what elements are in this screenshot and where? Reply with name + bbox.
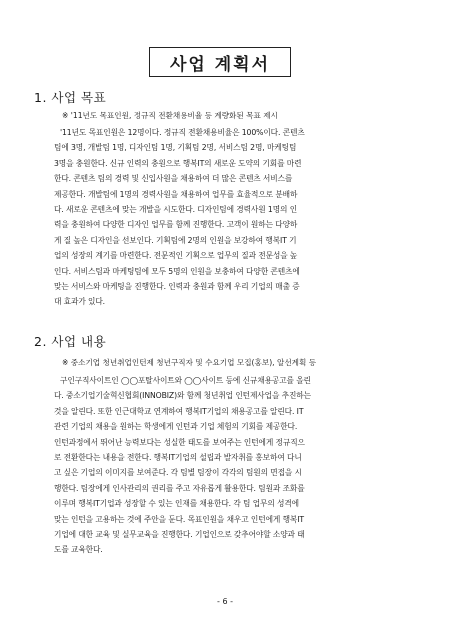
paragraph-line: 관련 기업의 채용을 원하는 학생에게 인턴과 기업 체험의 기회를 제공한다.	[54, 422, 298, 432]
paragraph-line: 한다. 콘텐츠 팀의 경력 및 신입사원을 채용하여 더 많은 콘텐츠 서비스를	[54, 174, 293, 184]
paragraph-line: 다. 새로운 콘텐츠에 맞는 개발을 시도한다. 디자인팀에 경력사원 1명의 인	[54, 205, 298, 215]
paragraph-line: 이루며 행복IT기업과 성장할 수 있는 인재를 채용한다. 각 팀 업무의 성격에	[54, 499, 300, 509]
paragraph-line: 인턴과정에서 뛰어난 능력보다는 성실한 태도를 보여주는 인턴에게 정규직으	[54, 437, 305, 447]
paragraph-line: 구인구직사이트인 ◯◯포탈사이트와 ◯◯사이트 등에 신규채용공고를 올린	[60, 376, 311, 385]
paragraph-line: 업의 성장의 계기를 마련한다. 전문적인 기획으로 업무의 질과 전문성을 높	[54, 251, 298, 261]
section2-note: ※ 중소기업 청년취업인턴제 청년구직자 및 수요기업 모집(홍보), 알선계획 등	[62, 358, 317, 367]
section2-heading: 2. 사업 내용	[34, 334, 107, 349]
section1-heading: 1. 사업 목표	[34, 90, 107, 105]
paragraph-line: 로 전환한다는 내용을 전한다. 행복IT기업의 설립과 발자취를 홍보하여 다니	[54, 453, 302, 463]
section1-paragraph	[54, 125, 384, 310]
paragraph-line: 행한다. 팀장에게 인사관리의 권리를 주고 자유롭게 활용한다. 팀원과 조화를	[54, 483, 305, 493]
paragraph-line: 맞는 인턴을 고용하는 것에 주안을 둔다. 목표인원을 채우고 인턴에게 행복IT	[54, 514, 304, 524]
paragraph-line: 팀에 3명, 개발팀 1명, 디자인팀 1명, 기획팀 2명, 서비스팀 2명, 마케팅팀	[54, 143, 297, 153]
section2-paragraph	[54, 373, 384, 558]
paragraph-line: 인다. 서비스팀과 마케팅팀에 모두 5명의 인원을 보충하여 다양한 콘텐츠에	[54, 266, 300, 276]
paragraph-line: 력을 충원하여 다양한 디자인 업무를 함께 진행한다. 고객이 원하는 다양하	[54, 220, 298, 230]
paragraph-line: 대 효과가 있다.	[54, 297, 105, 307]
paragraph-line: 고 싶은 기업의 이미지를 보여준다. 각 팀별 팀장이 각각의 팀원의 면접을 시	[54, 468, 302, 478]
page-number: - 6 -	[217, 597, 233, 606]
paragraph-line: 3명을 충원한다. 신규 인력의 충원으로 행복IT의 새로운 도약의 기회를 마련	[54, 158, 302, 168]
paragraph-line: 맞는 서비스와 마케팅을 진행한다. 인력과 충원과 함께 우리 기업의 매출 증	[54, 282, 300, 292]
paragraph-line: 제공한다. 개발팀에 1명의 경력사원을 채용하여 업무를 효율적으로 분배하	[54, 189, 298, 199]
section1-note: ※ '11년도 목표인원, 정규직 전환채용비율 등 계량화된 목표 제시	[62, 111, 278, 120]
document-title: 사업 계획서	[149, 47, 291, 77]
paragraph-line: 도를 교육한다.	[54, 545, 103, 555]
paragraph-line: 다. 중소기업기술혁신협회(INNOBIZ)와 함께 청년취업 인턴제사업을 추진하는	[54, 391, 311, 401]
paragraph-line: 것을 알린다. 또한 인근대학교 연계하여 행복IT기업의 채용공고를 알린다. IT	[54, 406, 304, 416]
paragraph-line: 게 질 높은 디자인을 선보인다. 기획팀에 2명의 인원을 보강하여 행복IT 기	[54, 235, 297, 245]
paragraph-line: '11년도 목표인원은 12명이다. 정규직 전환채용비율은 100%이다. 콘텐츠	[60, 128, 305, 137]
paragraph-line: 기업에 대한 교육 및 실무교육을 진행한다. 기업인으로 갖추어야할 소양과 태	[54, 530, 305, 540]
